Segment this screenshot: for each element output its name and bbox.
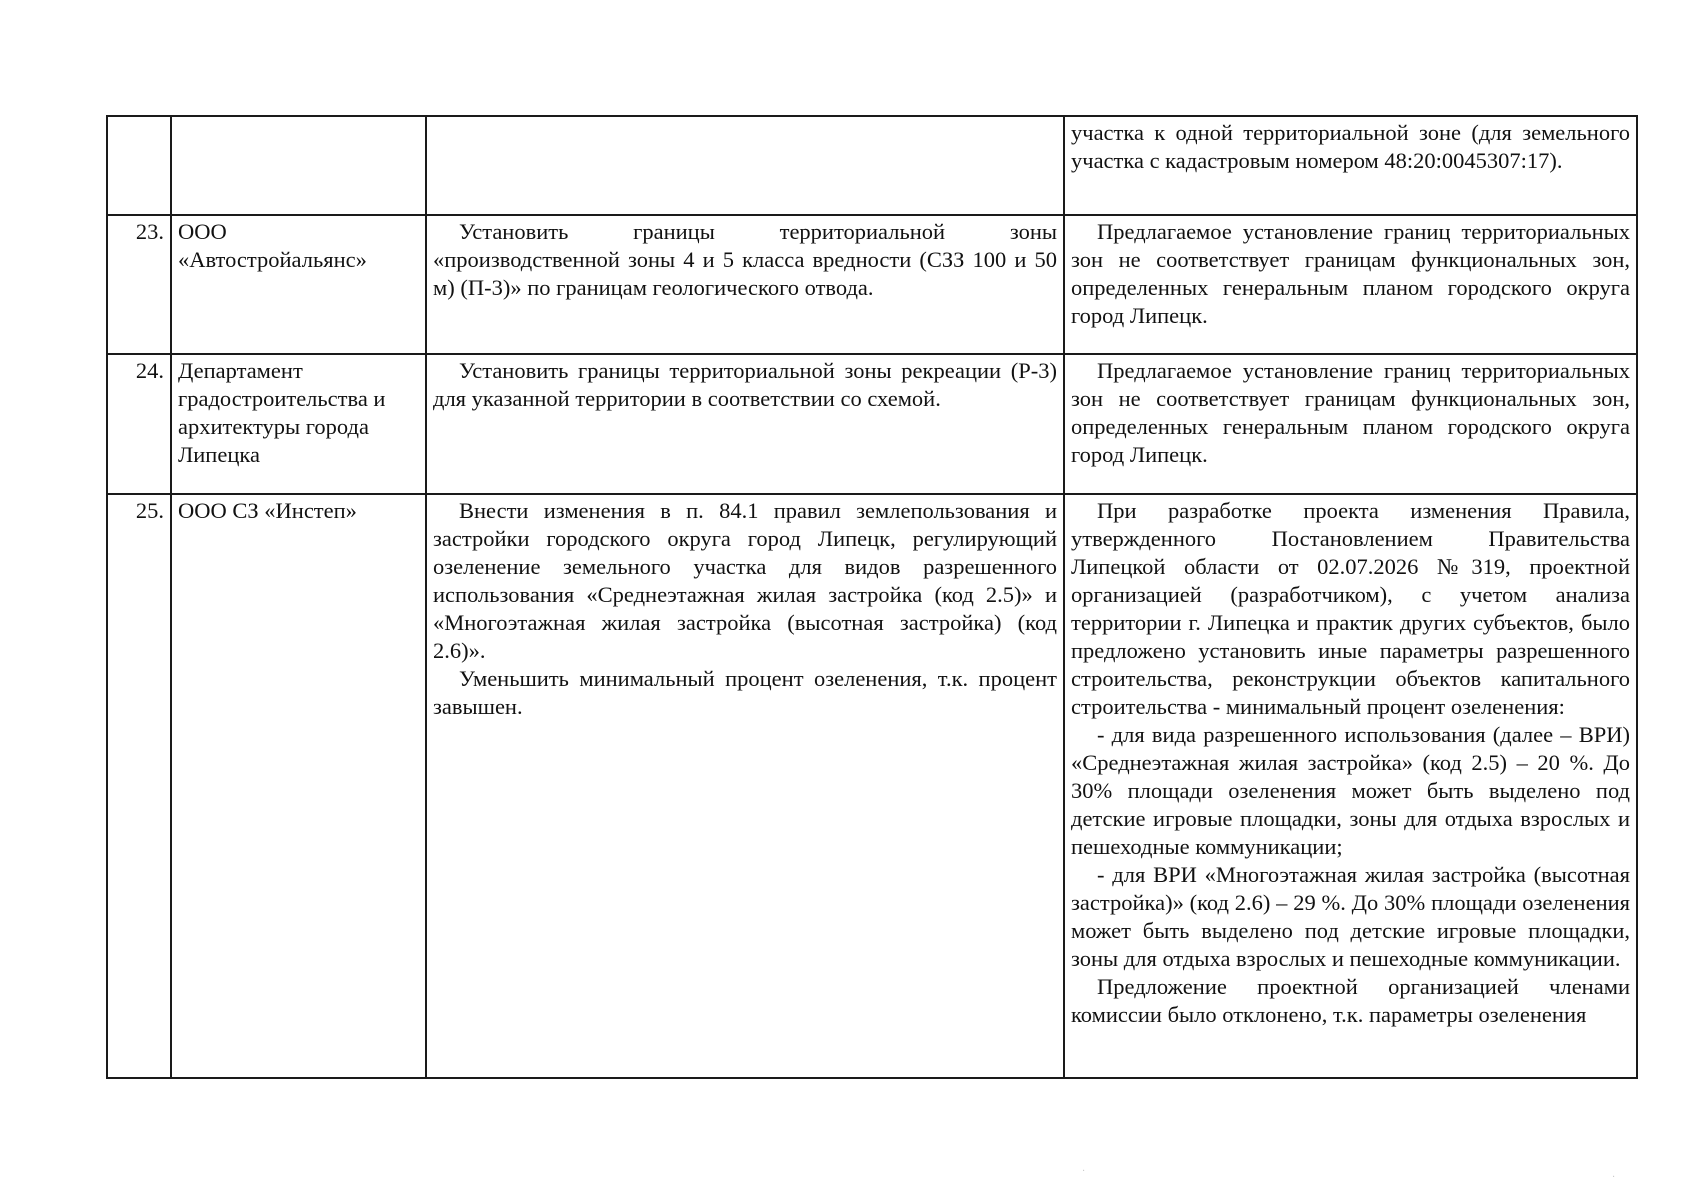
answer-paragraph: - для вида разрешенного использования (далее – ВРИ) «Среднеэтажная жилая застройка» (код 2.5) – 20 %. До 30% площади озеленения может быть выделено под детские игровые площадки, зоны для отдыха взрослых и пешеходные коммуникации; <box>1071 722 1630 859</box>
organization-name: ООО СЗ «Инстеп» <box>171 494 426 1078</box>
table-row <box>107 494 1637 1078</box>
row-number: 23. <box>107 215 171 354</box>
proposal-cell <box>426 215 1064 354</box>
answer-cell <box>1064 215 1637 354</box>
organization-name: ООО «Автостройальянс» <box>171 215 426 354</box>
scan-speck: · <box>1612 1172 1616 1183</box>
organization-name: Департамент градостроительства и архитектуры города Липецка <box>171 354 426 494</box>
table-row <box>107 215 1637 354</box>
answer-cell <box>1064 494 1637 1078</box>
proposals-table <box>106 115 1638 1079</box>
row-number: 24. <box>107 354 171 494</box>
scan-speck: · <box>1082 1166 1086 1177</box>
answer-paragraph: участка к одной территориальной зоне (для земельного участка с кадастровым номером 48:20:0045307:17). <box>1071 120 1630 173</box>
answer-cell <box>1064 354 1637 494</box>
answer-paragraph: Предлагаемое установление границ территориальных зон не соответствует границам функциональных зон, определенных генеральным планом городского округа город Липецк. <box>1071 358 1630 467</box>
row-number: 25. <box>107 494 171 1078</box>
proposal-cell <box>426 354 1064 494</box>
proposal-paragraph: Уменьшить минимальный процент озеленения, т.к. процент завышен. <box>433 666 1057 719</box>
organization-name <box>171 116 426 215</box>
answer-paragraph: Предлагаемое установление границ территориальных зон не соответствует границам функциональных зон, определенных генеральным планом городского округа город Липецк. <box>1071 219 1630 328</box>
answer-cell <box>1064 116 1637 215</box>
answer-paragraph: Предложение проектной организацией членами комиссии было отклонено, т.к. параметры озеленения <box>1071 974 1630 1027</box>
proposal-cell <box>426 116 1064 215</box>
proposal-paragraph: Установить границы территориальной зоны «производственной зоны 4 и 5 класса вредности (СЗЗ 100 и 50 м) (П-3)» по границам геологического отвода. <box>433 219 1057 300</box>
proposal-paragraph: Установить границы территориальной зоны рекреации (Р-3) для указанной территории в соответствии со схемой. <box>433 358 1057 411</box>
table-row <box>107 116 1637 215</box>
answer-paragraph: При разработке проекта изменения Правила, утвержденного Постановлением Правительства Липецкой области от 02.07.2026 №319, проектной организацией (разработчиком), с учетом анализа территории г. Липецка и практик других субъектов, было предложено установить иные параметры разрешенного строительства, реконструкции объектов капитального строительства - минимальный процент озеленения: <box>1071 498 1630 719</box>
row-number <box>107 116 171 215</box>
answer-paragraph: - для ВРИ «Многоэтажная жилая застройка (высотная застройка)» (код 2.6) – 29 %. До 30% площади озеленения может быть выделено под детские игровые площадки, зоны для отдыха взрослых и пешеходные коммуникации. <box>1071 862 1630 971</box>
table-row <box>107 354 1637 494</box>
proposal-cell <box>426 494 1064 1078</box>
proposal-paragraph: Внести изменения в п. 84.1 правил землепользования и застройки городского округа город Липецк, регулирующий озеленение земельного участка для видов разрешенного использования «Среднеэтажная жилая застройка (код 2.5)» и «Многоэтажная жилая застройка (высотная застройка) (код 2.6)». <box>433 498 1057 663</box>
